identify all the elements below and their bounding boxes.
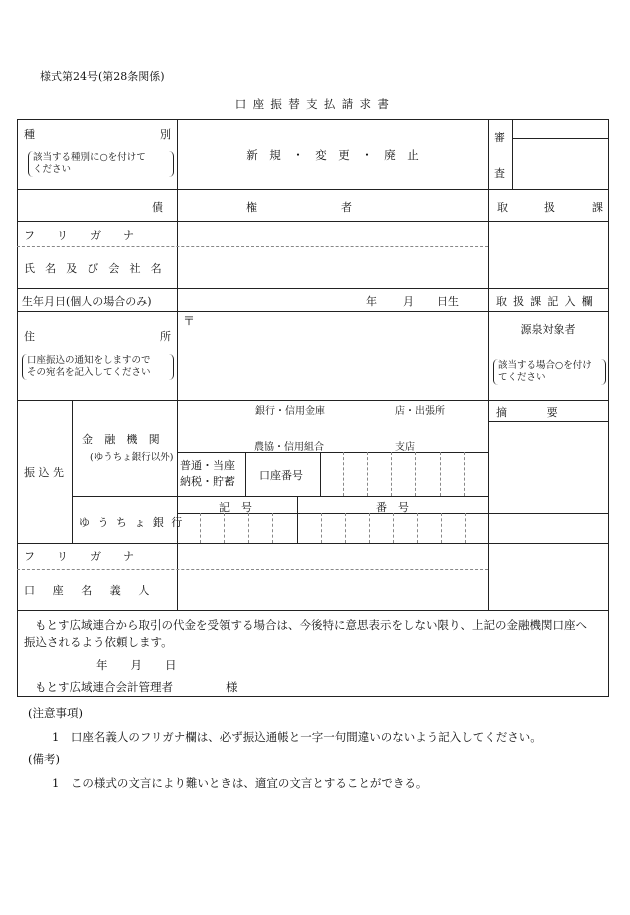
address-label-left: 住 (24, 330, 35, 343)
remarks-item1: 1 この様式の文言により難いときは、適宜の文言とすることができる。 (52, 776, 428, 790)
type-note (28, 151, 174, 177)
type-label-left: 種 (24, 128, 35, 141)
address-note (22, 354, 174, 380)
birthdate-month: 月 (403, 295, 414, 308)
creditor-header-2: 権 (246, 201, 257, 214)
handling-header-1: 取 (497, 201, 508, 214)
review-field-1[interactable] (513, 120, 607, 137)
withholding-note (493, 359, 606, 385)
type-options[interactable]: 新 規 ・ 変 更 ・ 廃 止 (246, 148, 419, 162)
request-line1: もとす広域連合から取引の代金を受領する場合は、今後特に意思表示をしない限り、上記の金融機関口座へ (35, 618, 587, 632)
address-note-line2: その宛名を記入してください (27, 367, 151, 378)
furigana-label: フ リ ガ ナ (24, 229, 140, 242)
branch-label: 支店 (395, 442, 415, 453)
birthdate-field[interactable] (179, 290, 359, 310)
document-title: 口座振替支払請求書 (234, 97, 396, 111)
holder-name-field[interactable] (179, 571, 487, 609)
summary-field[interactable] (490, 423, 607, 512)
transfer-to-label: 振 込 先 (24, 466, 64, 479)
creditor-header-3: 者 (341, 201, 352, 214)
review-label-top: 審 (494, 131, 505, 144)
postal-mark: 〒 (183, 314, 196, 328)
summary-label: 摘 要 (496, 406, 560, 419)
withholding-note-line1: 該当する場合○を付け (498, 360, 592, 371)
account-number-field[interactable] (322, 454, 487, 495)
yucho-symbol-field[interactable] (179, 515, 296, 542)
type-note-line2: ください (33, 164, 72, 175)
notes-heading: (注意事項) (28, 706, 83, 720)
request-honorific: 様 (226, 680, 238, 694)
birthdate-year: 年 (366, 295, 377, 308)
coop-types: 農協・信用組合 (254, 442, 324, 453)
holder-furigana-field[interactable] (179, 545, 487, 568)
address-note-line1: 口座振込の通知をしますので (27, 355, 151, 366)
furigana-field[interactable] (179, 223, 487, 245)
account-type-line1: 普通・当座 (180, 459, 235, 472)
account-type-line2: 納税・貯蓄 (180, 475, 235, 488)
request-addressee: もとす広域連合会計管理者 (35, 680, 173, 694)
notes-item1: 1 口座名義人のフリガナ欄は、必ず振込通帳と一字一句間違いのないよう記入してください。 (52, 730, 542, 744)
name-label: 氏 名 及 び 会 社 名 (24, 262, 165, 275)
remarks-heading: (備考) (28, 752, 60, 766)
yucho-symbol-label: 記 号 (219, 501, 252, 514)
handling-header-2: 扱 (544, 201, 555, 214)
name-field[interactable] (179, 248, 487, 287)
financial-sub: (ゆうちょ銀行以外) (90, 452, 174, 463)
type-note-line1: 該当する種別に○を付けて (33, 152, 146, 163)
birthdate-day: 日生 (437, 295, 459, 308)
type-label-right: 別 (160, 128, 171, 141)
request-line2: 振込されるよう依頼します。 (24, 635, 173, 649)
yucho-number-label: 番 号 (376, 501, 409, 514)
account-number-label: 口座番号 (259, 469, 303, 482)
request-date[interactable]: 年 月 日 (96, 658, 177, 672)
bank-name-field[interactable] (179, 413, 389, 435)
review-field-2[interactable] (513, 140, 607, 188)
review-label-bottom: 査 (494, 167, 505, 180)
branch-types: 店・出張所 (395, 406, 445, 417)
financial-label: 金 融 機 関 (82, 433, 164, 446)
handling-header-3: 課 (592, 201, 603, 214)
creditor-header-1: 債 (152, 201, 163, 214)
bank-types: 銀行・信用金庫 (255, 406, 325, 417)
yucho-number-field[interactable] (299, 515, 487, 542)
form-number: 様式第24号(第28条関係) (40, 70, 165, 83)
birthdate-label: 生年月日(個人の場合のみ) (22, 295, 152, 308)
withholding-label: 源泉対象者 (520, 323, 576, 336)
account-type-options[interactable] (180, 458, 235, 490)
holder-label: 口 座 名 義 人 (24, 584, 153, 597)
withholding-note-line2: てください (498, 372, 546, 383)
holder-furigana-label: フ リ ガ ナ (24, 550, 140, 563)
address-label-right: 所 (160, 330, 171, 343)
yucho-label: ゆ う ち ょ 銀 行 (79, 516, 185, 529)
address-field[interactable] (196, 313, 486, 399)
handling-field[interactable] (490, 223, 607, 287)
handling-entry-label: 取 扱 課 記 入 欄 (496, 295, 595, 308)
